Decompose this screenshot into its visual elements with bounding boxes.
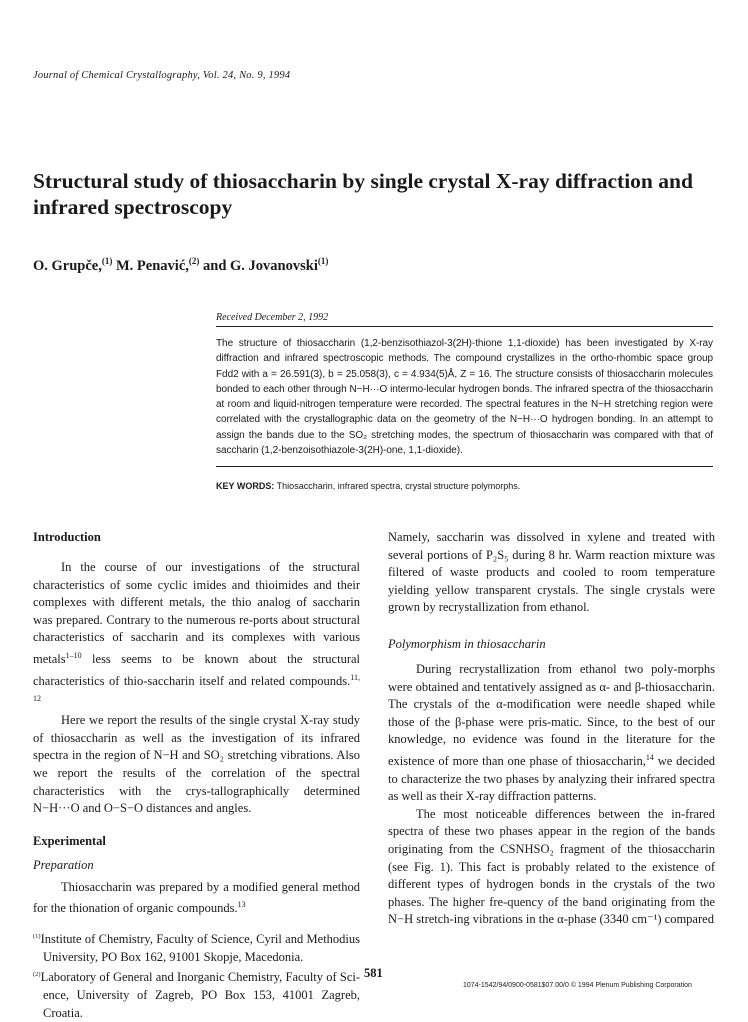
affiliation-footnote-1: $^{(1)}$Institute of Chemistry, Faculty of Science, Cyril and Methodius University, PO Box 162, 91001 Skopje, Macedonia. — [33, 932, 360, 964]
left-column — [33, 529, 360, 1022]
citation: 14 — [645, 752, 654, 762]
author-2: M. Penavić, — [112, 257, 189, 274]
polymorphism-heading: Polymorphism in thiosaccharin — [388, 636, 546, 651]
abstract-divider-top — [216, 326, 713, 327]
author-1: O. Grupče, — [33, 257, 102, 274]
introduction-heading: Introduction — [33, 530, 101, 544]
right-column — [388, 529, 715, 929]
citation: 1–10 — [65, 650, 82, 660]
polymorphism-paragraph-2: The most noticeable differences between the in-frared spectra of these two phases appear in the region of the bands originating from the CSNHSO₂ fragment of the thiosaccharin (see Fig. 1). This fact is probably related to the existence of different types of hydrogen bonds in the crystals of the two phases. The higher fre-quency of the band originating from the N−H stretch-ing vibrations in the α-phase (3340 cm⁻¹) compared — [388, 806, 715, 927]
polymorphism-paragraph-1: During recrystallization from ethanol two poly-morphs were obtained and tentatively assigned as α- and β-thiosaccharin. The crystals of the α-modification were needle shaped while those of the β-phase were pris-matic. Since, to the best of our knowledge, no evidence was found in the literature for the existence of more than one phase of thiosaccharin,$^{14}$ we decided to characterize the two phases by analyzing their infrared spectra as well as their X-ray diffraction patterns. — [388, 661, 715, 804]
citation: 11, 12 — [33, 672, 360, 704]
preparation-paragraph: Thiosaccharin was prepared by a modified general method for the thionation of organic compounds.$^{13}$ — [33, 879, 360, 916]
abstract-divider-bottom — [216, 466, 713, 467]
received-date: Received December 2, 1992 — [216, 312, 329, 323]
preparation-heading: Preparation — [33, 857, 94, 872]
author-2-affiliation: (2) — [188, 256, 200, 266]
keywords-text: Thiosaccharin, infrared spectra, crystal structure polymorphs. — [274, 481, 521, 491]
keywords — [216, 481, 520, 491]
page-number: 581 — [364, 966, 383, 980]
copyright-line: 1074-1542/94/0900-0581$07.00/0 © 1994 Plenum Publishing Corporation — [463, 982, 692, 989]
author-1-affiliation: (1) — [101, 256, 113, 266]
affiliation-footnote-2: $^{(2)}$Laboratory of General and Inorganic Chemistry, Faculty of Sci-ence, University of Zagreb, PO Box 153, 41001 Zagreb, Croatia. — [33, 970, 360, 1020]
author-3: and G. Jovanovski — [199, 257, 318, 274]
introduction-paragraph-2: Here we report the results of the single crystal X-ray study of thiosaccharin as well as the investigation of its infrared spectra in the region of N−H and SO₂ stretching vibrations. Also we report the results of the correlation of the spectral characteristics with the crys-tallographically determined N−H···O and O−S−O distances and angles. — [33, 713, 360, 816]
citation: 13 — [237, 900, 246, 910]
experimental-heading: Experimental — [33, 833, 106, 848]
journal-citation: Journal of Chemical Crystallography, Vol. 24, No. 9, 1994 — [33, 70, 291, 81]
introduction-paragraph-1: In the course of our investigations of the structural characteristics of some cyclic imides and thioimides and their complexes with different metals, the thio analog of saccharin was prepared. Contrary to the numerous re-ports about structural characteristics of saccharin and its complexes with various metals$^{1-10}$ less seems to be known about the structural characteristics of thio-saccharin itself and related compounds.$^{11, 12}$ — [33, 560, 360, 704]
preparation-continued-paragraph: Namely, saccharin was dissolved in xylene and treated with several portions of P₂S₅ during 8 hr. Warm reaction mixture was filtered of waste products and cooled to room temperature yielding yellow transparent crystals. The single crystals were grown by recrystallization from ethanol. — [388, 530, 715, 615]
keywords-label: KEY WORDS: — [216, 481, 275, 491]
abstract: The structure of thiosaccharin (1,2-benzisothiazol-3(2H)-thione 1,1-dioxide) has been investigated by X-ray diffraction and infrared spectroscopic methods. The compound crystallizes in the ortho-rhombic space group Fdd2 with a = 26.591(3), b = 25.058(3), c = 4.934(5)Å, Z = 16. The structure consists of thiosaccharin molecules bonded to each other through N−H···O intermo-lecular hydrogen bonds. The infrared spectra of the thiosaccharin at room and liquid-nitrogen temperature were recorded. The spectral features in the N−H stretching region were correlated with the crystallographic data on the geometry of the N−H···O hydrogen bonding. In an attempt to assign the bands due to the SO₂ stretching modes, the spectrum of thiosaccharin was compared with that of saccharin (1,2-benzoisothiazole-3(2H)-one, 1,1-dioxide). — [216, 338, 713, 457]
author-3-affiliation: (1) — [317, 256, 329, 266]
author-list — [33, 256, 713, 275]
article-title: Structural study of thiosaccharin by single crystal X-ray diffraction and infrared spectroscopy — [33, 169, 693, 219]
